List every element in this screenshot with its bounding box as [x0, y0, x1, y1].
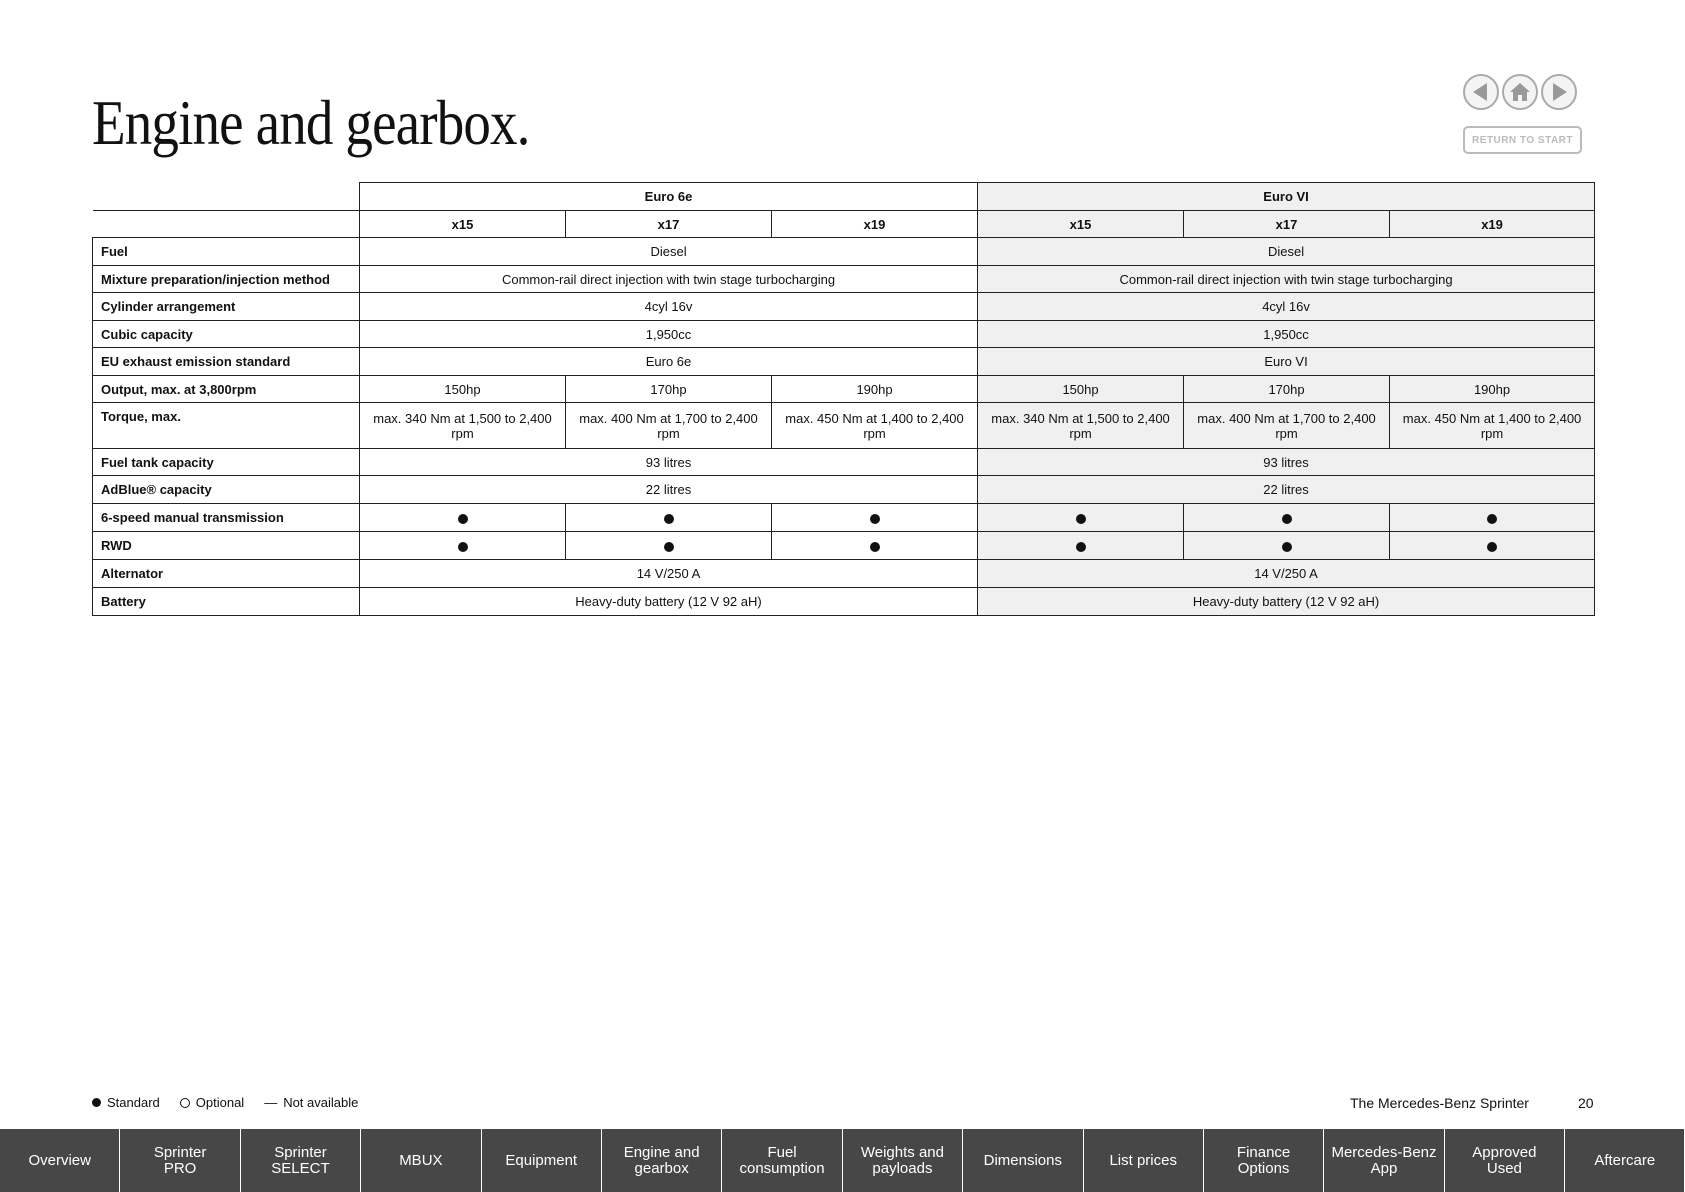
return-to-start-button[interactable]: RETURN TO START: [1463, 126, 1582, 154]
nav-tab-approved-used[interactable]: Approved Used: [1445, 1129, 1564, 1192]
nav-tab-engine-gearbox[interactable]: Engine and gearbox: [602, 1129, 721, 1192]
table-cell: Common-rail direct injection with twin stage turbocharging: [360, 266, 978, 293]
table-cell: 190hp: [1390, 376, 1595, 403]
standard-dot-icon: [664, 514, 674, 524]
nav-tab-weights-payloads[interactable]: Weights and payloads: [843, 1129, 962, 1192]
table-cell: [566, 532, 772, 560]
row-label: Cubic capacity: [93, 321, 360, 348]
table-cell: [978, 504, 1184, 532]
table-cell: max. 400 Nm at 1,700 to 2,400 rpm: [1184, 403, 1390, 449]
row-label: Fuel tank capacity: [93, 449, 360, 476]
table-cell: [772, 532, 978, 560]
table-cell: Common-rail direct injection with twin stage turbocharging: [978, 266, 1595, 293]
row-label: 6-speed manual transmission: [93, 504, 360, 532]
group-header-euro6: Euro VI: [978, 183, 1595, 211]
legend-not-available: Not available: [283, 1095, 359, 1110]
table-cell: 14 V/250 A: [360, 560, 978, 588]
home-icon: [1509, 81, 1531, 103]
model-header: x19: [1390, 211, 1595, 238]
page-title: Engine and gearbox.: [92, 87, 530, 158]
table-cell: [1390, 532, 1595, 560]
table-cell: 93 litres: [978, 449, 1595, 476]
table-cell: [772, 504, 978, 532]
table-cell: [1184, 504, 1390, 532]
table-row: [93, 532, 1595, 560]
table-cell: Heavy-duty battery (12 V 92 aH): [978, 588, 1595, 616]
bottom-nav: [0, 1129, 1685, 1192]
table-cell: [360, 504, 566, 532]
group-header-euro6e: Euro 6e: [360, 183, 978, 211]
table-cell: 1,950cc: [978, 321, 1595, 348]
table-cell: [1390, 504, 1595, 532]
standard-dot-icon: [1076, 514, 1086, 524]
row-label: RWD: [93, 532, 360, 560]
table-cell: [566, 504, 772, 532]
table-row: [93, 293, 1595, 321]
standard-dot-icon: [1487, 542, 1497, 552]
nav-tab-aftercare[interactable]: Aftercare: [1565, 1129, 1684, 1192]
legend-optional: Optional: [195, 1095, 245, 1110]
page-number: 20: [1578, 1095, 1594, 1111]
table-row: [93, 348, 1595, 376]
table-row: [93, 560, 1595, 588]
nav-tab-fuel-consumption[interactable]: Fuel consumption: [722, 1129, 841, 1192]
row-label: Output, max. at 3,800rpm: [93, 376, 360, 403]
nav-tab-list-prices[interactable]: List prices: [1084, 1129, 1203, 1192]
footer-title: The Mercedes-Benz Sprinter: [1350, 1095, 1529, 1111]
table-row: [93, 476, 1595, 504]
standard-dot-icon: [458, 514, 468, 524]
table-cell: 4cyl 16v: [360, 293, 978, 321]
row-label: Fuel: [93, 238, 360, 266]
nav-tab-sprinter-pro[interactable]: Sprinter PRO: [120, 1129, 239, 1192]
table-row: [93, 266, 1595, 293]
table-corner: [93, 183, 360, 211]
model-header: x17: [566, 211, 772, 238]
table-cell: [360, 532, 566, 560]
row-label: Cylinder arrangement: [93, 293, 360, 321]
standard-dot-icon: [1282, 542, 1292, 552]
arrow-left-icon: [1470, 81, 1492, 103]
model-header: x19: [772, 211, 978, 238]
table-cell: 22 litres: [978, 476, 1595, 504]
nav-tab-overview[interactable]: Overview: [0, 1129, 119, 1192]
spec-table: [92, 182, 1595, 616]
nav-tab-mbux[interactable]: MBUX: [361, 1129, 480, 1192]
table-cell: max. 340 Nm at 1,500 to 2,400 rpm: [978, 403, 1184, 449]
table-row: [93, 504, 1595, 532]
table-row: [93, 376, 1595, 403]
table-cell: 1,950cc: [360, 321, 978, 348]
table-cell: Euro 6e: [360, 348, 978, 376]
table-cell: Diesel: [360, 238, 978, 266]
model-header: x15: [978, 211, 1184, 238]
table-cell: max. 450 Nm at 1,400 to 2,400 rpm: [1390, 403, 1595, 449]
table-cell: 150hp: [978, 376, 1184, 403]
table-row: [93, 321, 1595, 348]
standard-dot-icon: [1487, 514, 1497, 524]
table-cell: 4cyl 16v: [978, 293, 1595, 321]
standard-dot-icon: [92, 1098, 101, 1107]
row-label: Battery: [93, 588, 360, 616]
table-cell: Heavy-duty battery (12 V 92 aH): [360, 588, 978, 616]
table-row: [93, 588, 1595, 616]
table-cell: 93 litres: [360, 449, 978, 476]
standard-dot-icon: [1076, 542, 1086, 552]
table-cell: max. 400 Nm at 1,700 to 2,400 rpm: [566, 403, 772, 449]
table-row: [93, 238, 1595, 266]
row-label: Torque, max.: [93, 403, 360, 449]
table-cell: 170hp: [1184, 376, 1390, 403]
model-header: x17: [1184, 211, 1390, 238]
model-header: x15: [360, 211, 566, 238]
table-corner: [93, 211, 360, 238]
nav-tab-equipment[interactable]: Equipment: [482, 1129, 601, 1192]
table-cell: Euro VI: [978, 348, 1595, 376]
standard-dot-icon: [664, 542, 674, 552]
legend: [92, 1095, 358, 1110]
row-label: AdBlue® capacity: [93, 476, 360, 504]
standard-dot-icon: [1282, 514, 1292, 524]
table-cell: max. 450 Nm at 1,400 to 2,400 rpm: [772, 403, 978, 449]
table-cell: 14 V/250 A: [978, 560, 1595, 588]
table-cell: 150hp: [360, 376, 566, 403]
standard-dot-icon: [870, 542, 880, 552]
table-cell: max. 340 Nm at 1,500 to 2,400 rpm: [360, 403, 566, 449]
nav-tab-sprinter-select[interactable]: Sprinter SELECT: [241, 1129, 360, 1192]
row-label: Mixture preparation/injection method: [93, 266, 360, 293]
table-cell: Diesel: [978, 238, 1595, 266]
home-button[interactable]: [1502, 74, 1538, 110]
standard-dot-icon: [458, 542, 468, 552]
optional-ring-icon: [180, 1098, 190, 1108]
table-cell: [1184, 532, 1390, 560]
standard-dot-icon: [870, 514, 880, 524]
not-available-dash-icon: —: [264, 1095, 278, 1110]
table-cell: 190hp: [772, 376, 978, 403]
row-label: EU exhaust emission standard: [93, 348, 360, 376]
legend-standard: Standard: [107, 1095, 160, 1110]
next-page-button[interactable]: [1541, 74, 1577, 110]
nav-tab-dimensions[interactable]: Dimensions: [963, 1129, 1082, 1192]
table-cell: [978, 532, 1184, 560]
row-label: Alternator: [93, 560, 360, 588]
nav-tab-finance-options[interactable]: Finance Options: [1204, 1129, 1323, 1192]
nav-tab-mercedes-benz-app[interactable]: Mercedes-Benz App: [1324, 1129, 1443, 1192]
arrow-right-icon: [1548, 81, 1570, 103]
table-cell: 22 litres: [360, 476, 978, 504]
table-row: [93, 403, 1595, 449]
table-row: [93, 449, 1595, 476]
table-cell: 170hp: [566, 376, 772, 403]
page-nav-buttons: [1463, 74, 1577, 110]
previous-page-button[interactable]: [1463, 74, 1499, 110]
